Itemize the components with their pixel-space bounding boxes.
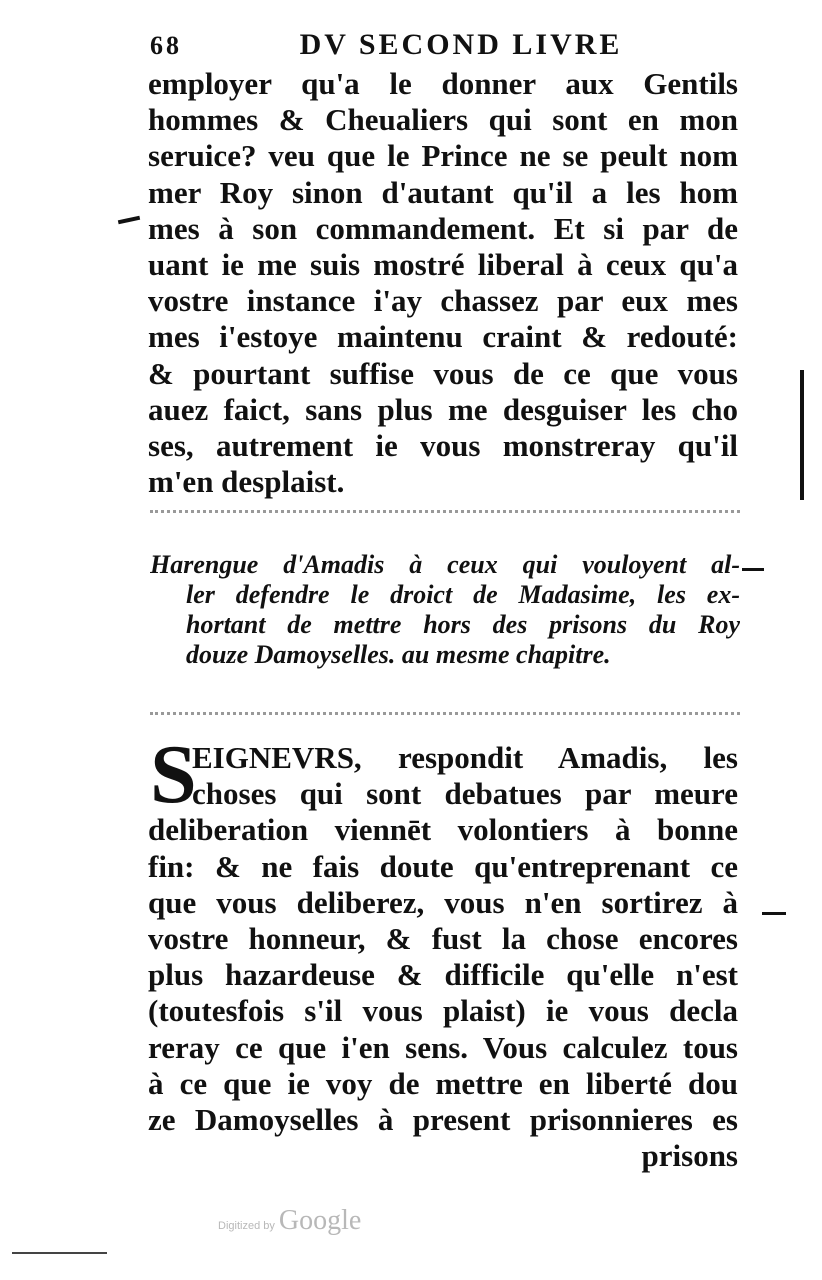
- digitization-watermark: [218, 1205, 361, 1237]
- text-line: choses qui sont debatues par meure: [192, 776, 738, 812]
- heading-line: ler defendre le droict de Madasime, les ex-: [186, 580, 740, 609]
- passage-2: [148, 740, 738, 1174]
- text-line: vostre instance i'ay chassez par eux mes: [148, 283, 738, 319]
- text-line: m'en desplaist.: [148, 464, 345, 500]
- text-line: uant ie me suis mostré liberal à ceux qu'a: [148, 246, 738, 282]
- margin-dash: [762, 912, 786, 915]
- text-line: vostre honneur, & fust la chose encores: [148, 920, 738, 956]
- running-head: [150, 28, 740, 62]
- text-line: ses, autrement ie vous monstreray qu'il: [148, 427, 738, 463]
- text-line: fin: & ne fais doute qu'entreprenant ce: [148, 848, 738, 884]
- page-number: 68: [150, 31, 182, 60]
- margin-dash: [742, 568, 764, 571]
- heading-line: Harengue d'Amadis à ceux qui vouloyent al-: [150, 550, 740, 579]
- text-line: (toutesfois s'il vous plaist) ie vous decla: [148, 993, 738, 1029]
- ink-speckles: [150, 712, 740, 725]
- heading-line: douze Damoyselles. au mesme chapitre.: [186, 640, 611, 669]
- margin-mark: [118, 216, 140, 224]
- section-heading: [150, 550, 740, 670]
- text-line: employer qu'a le donner aux Gentils: [148, 66, 738, 101]
- margin-rule: [800, 370, 804, 500]
- text-line: auez faict, sans plus me desguiser les cho: [148, 391, 738, 427]
- text-line: hommes & Cheualiers qui sont en mon: [148, 102, 738, 138]
- text-line: reray ce que i'en sens. Vous calculez tous: [148, 1029, 738, 1065]
- drop-cap: S: [150, 728, 197, 821]
- text-line: & pourtant suffise vous de ce que vous: [148, 355, 738, 391]
- text-line: mer Roy sinon d'autant qu'il a les hom: [148, 174, 738, 210]
- text-line: ze Damoyselles à present prisonnieres es: [148, 1101, 738, 1137]
- text-line: EIGNEVRS, respondit Amadis, les: [192, 740, 738, 775]
- text-line: à ce que ie voy de mettre en liberté dou: [148, 1065, 738, 1101]
- running-title: DV SECOND LIVRE: [299, 28, 623, 61]
- heading-line: hortant de mettre hors des prisons du Roy: [186, 610, 740, 639]
- ink-speckles: [150, 510, 740, 523]
- text-line: seruice? veu que le Prince ne se peult nom: [148, 138, 738, 174]
- bottom-rule: [12, 1252, 107, 1254]
- text-line: plus hazardeuse & difficile qu'elle n'est: [148, 957, 738, 993]
- text-line: mes i'estoye maintenu craint & redouté:: [148, 319, 738, 355]
- text-line: deliberation viennēt volontiers à bonne: [148, 812, 738, 848]
- text-line: mes à son commandement. Et si par de: [148, 210, 738, 246]
- text-line: que vous deliberez, vous n'en sortirez à: [148, 884, 738, 920]
- passage-1: [148, 66, 738, 500]
- google-logo: Google: [278, 1205, 362, 1236]
- catchword: prisons: [641, 1138, 738, 1174]
- digitized-label: Digitized by: [218, 1220, 275, 1232]
